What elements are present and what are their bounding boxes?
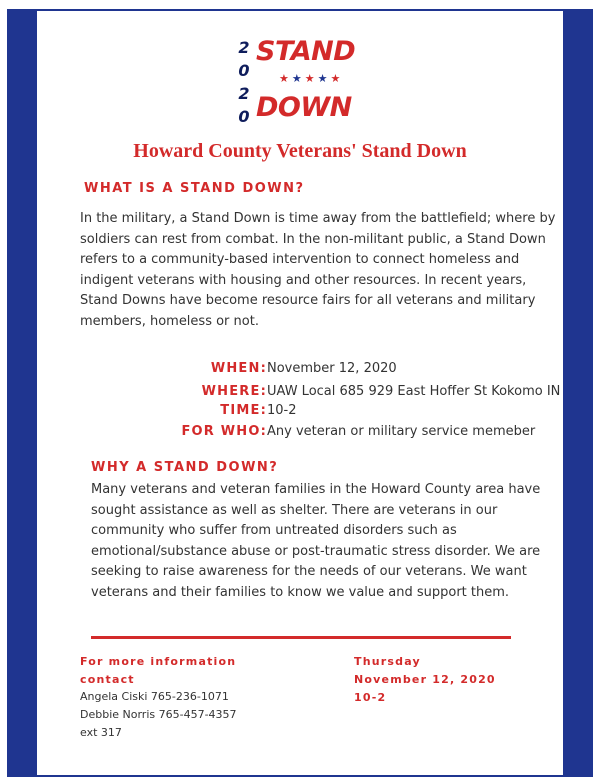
logo-year [237,36,251,128]
detail-row-when [80,359,560,379]
detail-value: Any veteran or military service memeber [267,424,536,439]
logo-year-digit: 0 [238,61,250,80]
event-day: Thursday [354,655,421,668]
contact-line: ext 317 [80,726,122,739]
left-blue-border [7,9,37,777]
logo-year-digit: 2 [238,84,250,103]
contact-line: Debbie Norris 765-457-4357 [80,708,237,721]
what-is-paragraph: In the military, a Stand Down is time away from the battlefield; where by soldiers can rest from combat. In the non-militant public, a Stand Down refers to a community-based intervention to connect homeless and indigent veterans with housing and other resources. In recent years, Stand Downs have become resource fairs for all veterans and military members, homeless or not. [80,211,556,329]
detail-label: FOR WHO: [181,424,267,439]
detail-label: TIME: [220,403,267,418]
why-paragraph: Many veterans and veteran families in the Howard County area have sought assistance as well as shelter. There are veterans in our community who suffer from untreated disorders such as emotional/substance abuse or post-traumatic stress disorder. We are seeking to raise awareness for the needs of our veterans. We want veterans and their families to know we value and support them. [91,482,541,600]
logo-stars-icon: ★★★★★ [279,73,344,85]
detail-label: WHERE: [201,384,267,399]
divider [91,636,511,639]
detail-value: 10-2 [267,403,297,418]
right-blue-border [563,9,593,777]
detail-row-for-who [80,422,560,442]
stand-down-logo [228,32,378,132]
detail-label: WHEN: [210,361,267,376]
bottom-blue-border [7,775,593,777]
logo-down-text: DOWN [256,92,352,123]
detail-value: November 12, 2020 [267,361,397,376]
page-title: Howard County Veterans' Stand Down [133,140,467,162]
detail-row-where [80,382,560,402]
event-date: November 12, 2020 [354,673,496,686]
contact-heading: For more information contact [80,655,237,686]
logo-stand-text: STAND [256,36,356,67]
detail-value: UAW Local 685 929 East Hoffer St Kokomo IN [267,384,561,399]
top-blue-border [7,9,593,11]
detail-row-time [80,401,560,421]
logo-year-digit: 2 [238,38,250,57]
contact-line: Angela Ciski 765-236-1071 [80,690,229,703]
logo-year-digit: 0 [238,107,250,126]
event-time: 10-2 [354,691,387,704]
what-is-heading: WHAT IS A STAND DOWN? [84,181,305,196]
why-heading: WHY A STAND DOWN? [91,460,279,475]
